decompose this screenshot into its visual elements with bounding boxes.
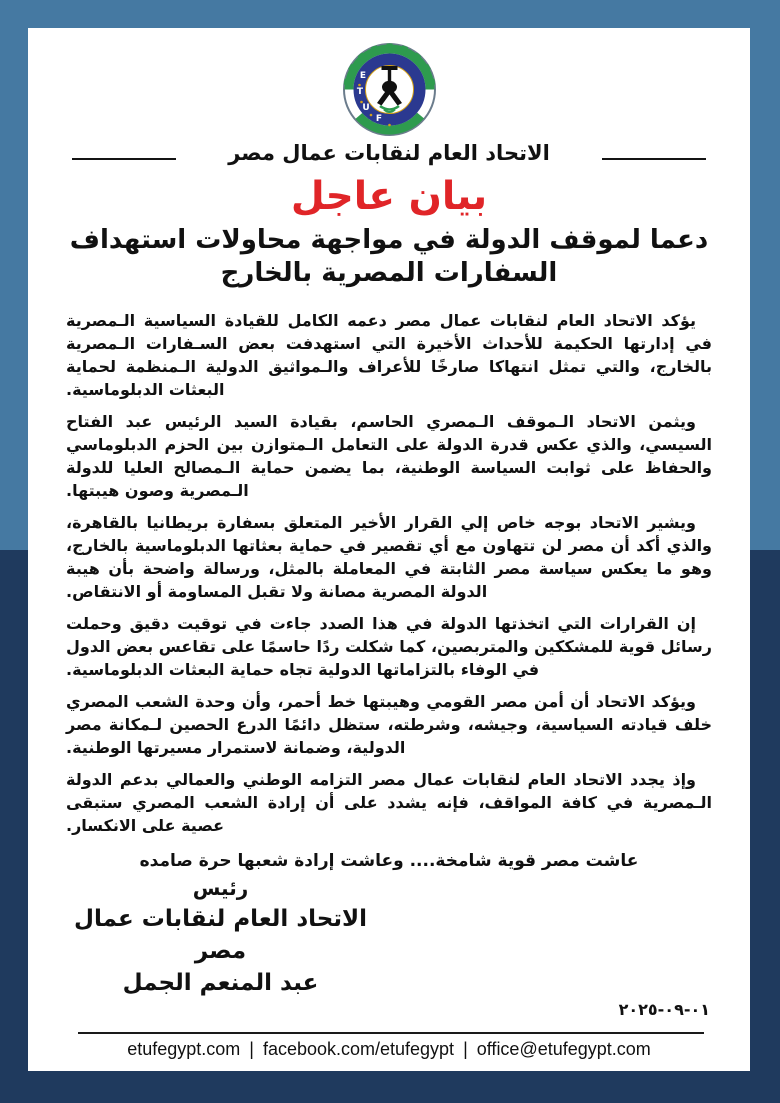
etuf-logo-emblem <box>342 42 437 137</box>
headline-line-2: السفارات المصرية بالخارج <box>220 258 558 288</box>
org-rule-left <box>72 158 176 160</box>
statement-paragraph: ويشير الاتحاد بوجه خاص إلي القرار الأخير المتعلق بسفارة بريطانيا بالقاهرة، والذي أكد أن مصر لن تتهاون مع أي تقصير في حماية بعثاتها الدبلوماسية بالخارج، وهو ما يعكس سياسة مصر الثابتة في المعاملة بالمثل، ورسالة واضحة بأن هيبة الدولة المصرية مصانة ولا تقبل المساومة أو الانتقاص. <box>66 513 712 601</box>
statement-body <box>66 309 712 873</box>
signature-org: الاتحاد العام لنقابات عمال مصر <box>73 906 367 964</box>
signature-title: رئيس <box>192 876 249 900</box>
signature-block <box>53 873 388 999</box>
footer-contacts <box>28 1039 750 1060</box>
statement-paragraph: ويثمن الاتحاد الـموقف الـمصري الحاسم، بقيادة السيد الرئيس عبد الفتاح السيسي، والذي عكس قدرة الدولة على التعامل الـمتوازن بين الحزم الدبلوماسي والحفاظ على ثوابت السياسة الوطنية، بما يضمن حماية الـمصالح العليا للدولة الـمصرية وصون هيبتها. <box>66 412 712 500</box>
logo-ring-text <box>342 42 345 44</box>
statement-paragraph: وإذ يجدد الاتحاد العام لنقابات عمال مصر التزامه الوطني والعمالي بدعم الدولة الـمصرية في كافة المواقف، فإنه يشدد على أن إرادة الشعب المصري ستبقى عصية على الانكسار. <box>66 770 712 835</box>
statement-paragraph: ويؤكد الاتحاد أن أمن مصر القومي وهيبتها خط أحمر، وأن وحدة الشعب المصري خلف قيادته السياسية، وجيشه، وشرطته، ستظل دائمًا الدرع الحصين لـمكانة مصر الدولية، وضمانة لاستمرار مسيرتها الوطنية. <box>66 692 712 757</box>
statement-date: ٢٠٢٥-٠٩-٠١ <box>618 1000 710 1019</box>
org-name: الاتحاد العام لنقابات عمال مصر <box>228 141 550 165</box>
svg-text:E: E <box>359 71 366 81</box>
footer-email: office@etufegypt.com <box>476 1039 651 1059</box>
footer-facebook: facebook.com/etufegypt <box>262 1039 455 1059</box>
footer-divider <box>78 1032 704 1034</box>
etuf-logo <box>342 42 437 137</box>
org-rule-right <box>602 158 706 160</box>
svg-text:T: T <box>356 87 363 97</box>
headline-line-1: دعما لموقف الدولة في مواجهة محاولات استهداف <box>69 225 709 255</box>
svg-text:F: F <box>375 114 382 124</box>
statement-paragraph: يؤكد الاتحاد العام لنقابات عمال مصر دعمه الكامل للقيادة السياسية الـمصرية في إدارتها الحكيمة للأحداث الأخيرة التي استهدفت بعض السـفارات الـمصرية بالخارج، والتي تمثل انتهاكا صارخًا للأعراف والـمواثيق الدولية الـمنظمة لحماية البعثات الدبلوماسية. <box>66 311 712 399</box>
statement-page <box>28 28 750 1071</box>
org-name-row <box>70 141 708 165</box>
footer-separator: | <box>249 1039 254 1059</box>
statement-headline <box>28 224 750 290</box>
footer-separator: | <box>463 1039 468 1059</box>
signature-name: عبد المنعم الجمل <box>122 970 319 996</box>
svg-text:U: U <box>361 103 370 113</box>
statement-type-title: بيان عاجل <box>290 174 488 219</box>
statement-paragraph: إن القرارات التي اتخذتها الدولة في هذا الصدد جاءت في توقيت دقيق وحملت رسائل قوية للمشككين والمتربصين، كما شكلت ردًا حاسمًا على تقاعس بعض الدول في الوفاء بالتزاماتها الدولية تجاه حماية البعثات الدبلوماسية. <box>66 614 712 679</box>
closing-slogan: عاشت مصر قوية شامخة.... وعاشت إرادة شعبها حرة صامده <box>139 851 639 871</box>
footer-website: etufegypt.com <box>127 1039 241 1059</box>
